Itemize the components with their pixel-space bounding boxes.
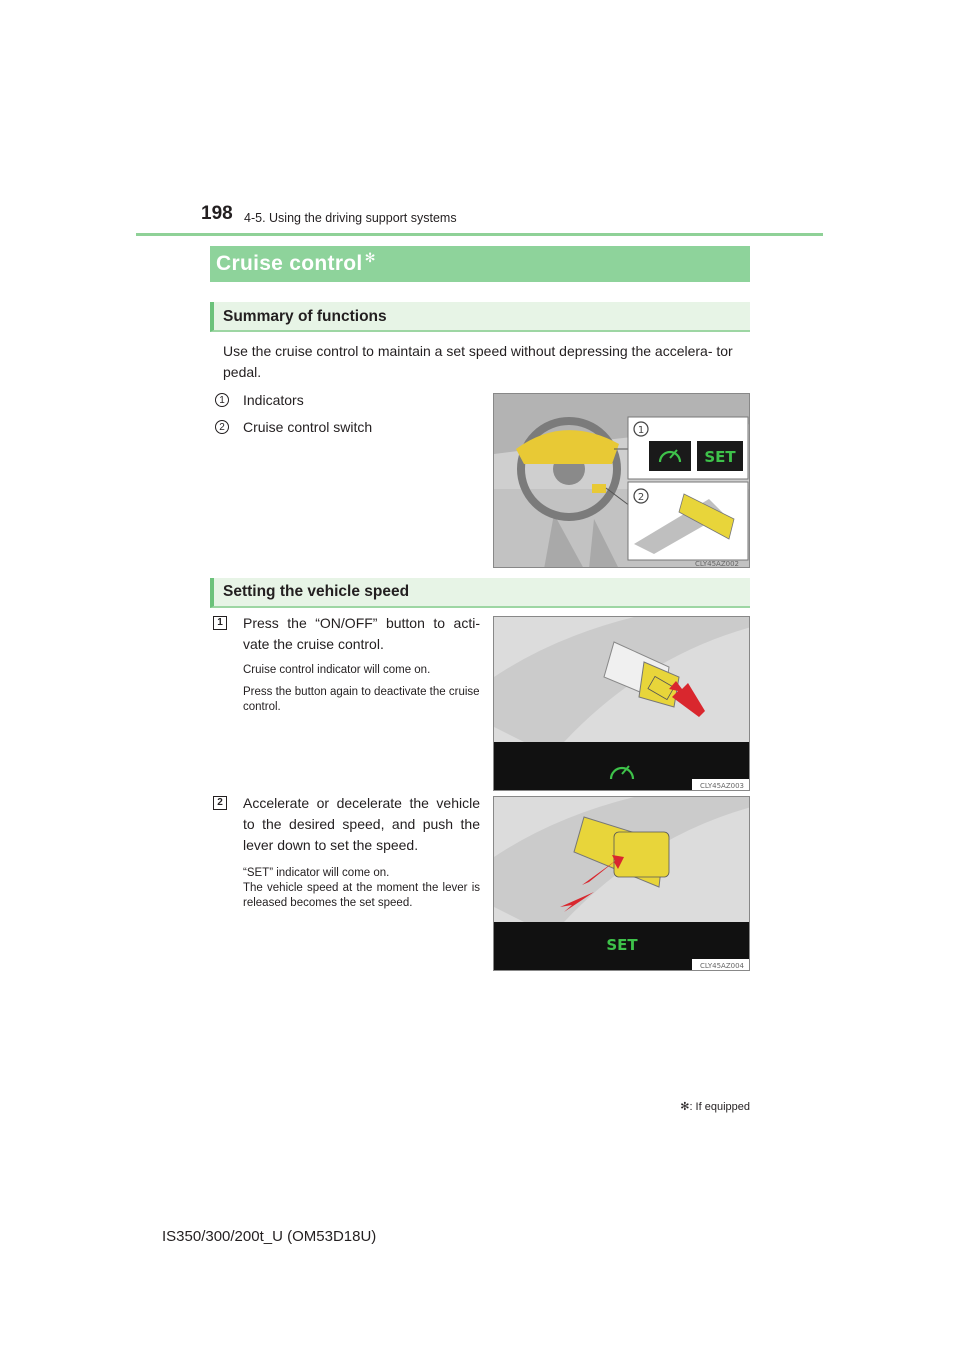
if-equipped-asterisk: ✻ [364, 250, 376, 265]
set-speed-figure [493, 796, 750, 971]
header-rule [136, 233, 823, 236]
item-number-2: 2 [215, 420, 229, 434]
summary-intro: Use the cruise control to maintain a set speed without depressing the accelera- tor pedal. [223, 343, 733, 380]
cockpit-illustration [494, 394, 750, 568]
step-number-2: 2 [213, 796, 227, 810]
callout-2-label: 2 [637, 492, 645, 503]
page-title [216, 250, 376, 276]
callout-1-label: 1 [637, 425, 645, 436]
step-1-note-1: Cruise control indicator will come on. [243, 664, 431, 676]
figure-1-caption: CLY45AZ002 [695, 560, 739, 568]
section-path: 4-5. Using the driving support systems [244, 211, 457, 225]
footnote-text: : If equipped [689, 1101, 750, 1113]
setting-heading: Setting the vehicle speed [223, 583, 410, 600]
page-number: 198 [201, 203, 233, 224]
step-2-note-2: The vehicle speed at the moment the lever is released becomes the set speed. [243, 882, 480, 909]
item-label-cruise-switch: Cruise control switch [243, 419, 373, 435]
footer-model: IS350/300/200t_U (OM53D18U) [162, 1228, 377, 1245]
figure-3-caption: CLY45AZ004 [700, 962, 744, 970]
set-indicator-label-2: SET [606, 936, 638, 954]
set-indicator-label: SET [704, 448, 736, 466]
footnote-symbol: ✻ [680, 1101, 690, 1113]
cockpit-figure [493, 393, 750, 568]
figure-2-caption: CLY45AZ003 [700, 782, 744, 790]
on-off-illustration [494, 617, 750, 791]
step-1-note-2: Press the button again to deactivate the cruise control. [243, 686, 480, 713]
page-title-text: Cruise control [216, 252, 363, 275]
item-number-1: 1 [215, 393, 229, 407]
set-speed-illustration [494, 797, 750, 971]
step-2-text: Accelerate or decelerate the vehicle to the desired speed, and push the lever down to set the speed. [243, 795, 480, 853]
footnote [680, 1100, 750, 1113]
on-off-figure [493, 616, 750, 791]
item-label-indicators: Indicators [243, 392, 304, 408]
summary-heading: Summary of functions [223, 308, 387, 325]
step-1-text: Press the “ON/OFF” button to acti- vate the cruise control. [243, 615, 480, 652]
step-number-1: 1 [213, 616, 227, 630]
step-2-note-1: “SET” indicator will come on. [243, 867, 390, 879]
